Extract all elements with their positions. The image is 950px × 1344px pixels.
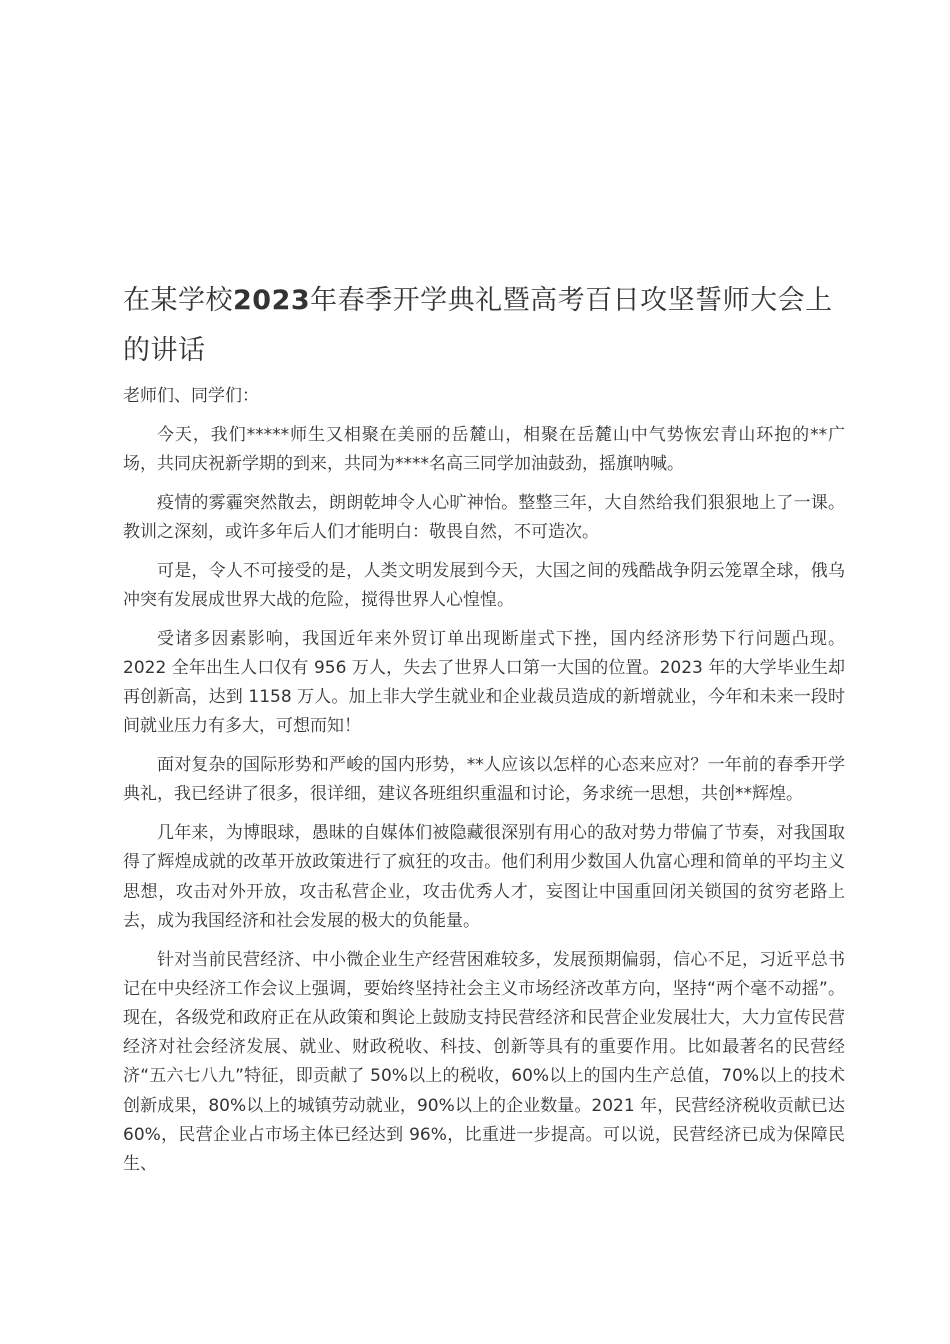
document-title	[123, 276, 843, 376]
document-body	[123, 382, 845, 1189]
paragraph-1: 今天，我们*****师生又相聚在美丽的岳麓山，相聚在岳麓山中气势恢宏青山环抱的**广场，共同庆祝新学期的到来，共同为****名高三同学加油鼓劲，摇旗呐喊。	[123, 424, 845, 474]
paragraph-2: 疫情的雾霾突然散去，朗朗乾坤令人心旷神怡。整整三年，大自然给我们狠狠地上了一课。教训之深刻，或许多年后人们才能明白：敬畏自然，不可造次。	[123, 492, 845, 542]
paragraph-4: 受诸多因素影响，我国近年来外贸订单出现断崖式下挫，国内经济形势下行问题凸现。2022 全年出生人口仅有 956 万人，失去了世界人口第一大国的位置。2023 年的大学毕业生却再创新高，达到 1158 万人。加上非大学生就业和企业裁员造成的新增就业，今年和未来一段时间就业压力有多大，可想而知！	[123, 628, 845, 737]
title-suffix: 年春季开学典礼暨高考百日攻坚誓师大会上的讲话	[123, 285, 833, 366]
salutation: 老师们、同学们：	[123, 386, 259, 406]
title-year: 2023	[233, 285, 311, 316]
paragraph-7: 针对当前民营经济、中小微企业生产经营困难较多，发展预期偏弱，信心不足，习近平总书记在中央经济工作会议上强调，要始终坚持社会主义市场经济改革方向，坚持“两个毫不动摇”。现在，各级党和政府正在从政策和舆论上鼓励支持民营经济和民营企业发展壮大，大力宣传民营经济对社会经济发展、就业、财政税收、科技、创新等具有的重要作用。比如最著名的民营经济“五六七八九”特征，即贡献了 50%以上的税收，60%以上的国内生产总值，70%以上的技术创新成果，80%以上的城镇劳动就业，90%以上的企业数量。2021 年，民营经济税收贡献已达 60%，民营企业占市场主体已经达到 96%，比重进一步提高。可以说，民营经济已成为保障民生、	[123, 949, 845, 1175]
paragraph-5: 面对复杂的国际形势和严峻的国内形势，**人应该以怎样的心态来应对？一年前的春季开学典礼，我已经讲了很多，很详细，建议各班组织重温和讨论，务求统一思想，共创**辉煌。	[123, 755, 845, 805]
title-prefix: 在某学校	[123, 285, 233, 316]
paragraph-3: 可是，令人不可接受的是，人类文明发展到今天，大国之间的残酷战争阴云笼罩全球，俄乌冲突有发展成世界大战的危险，搅得世界人心惶惶。	[123, 560, 845, 610]
paragraph-6: 几年来，为博眼球，愚昧的自媒体们被隐藏很深别有用心的敌对势力带偏了节奏，对我国取得了辉煌成就的改革开放政策进行了疯狂的攻击。他们利用少数国人仇富心理和简单的平均主义思想，攻击对外开放，攻击私营企业，攻击优秀人才，妄图让中国重回闭关锁国的贫穷老路上去，成为我国经济和社会发展的极大的负能量。	[123, 823, 845, 931]
